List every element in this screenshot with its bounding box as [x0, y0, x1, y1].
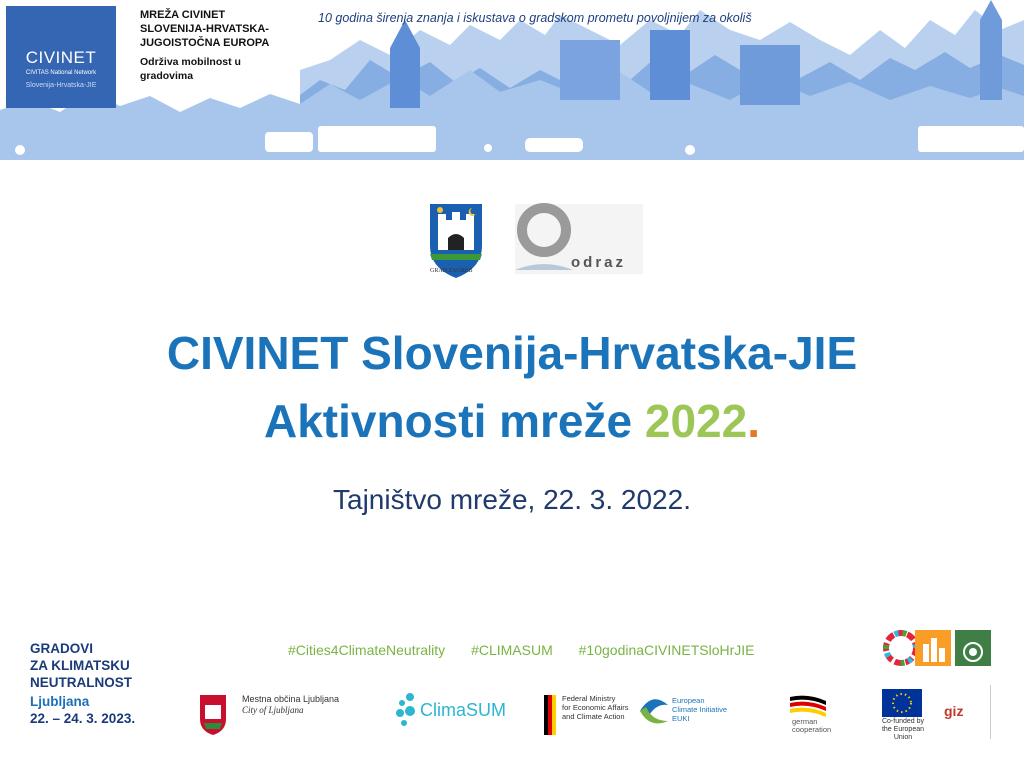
banner-tagline: 10 godina širenja znanja i iskustava o gradskom prometu povoljnijem za okoliš [318, 11, 752, 25]
bmwk-label [562, 694, 629, 721]
eu-funding-label [878, 718, 928, 742]
header-banner [0, 0, 1024, 160]
ljubljana-label [242, 694, 339, 716]
event-title-line1: GRADOVI [30, 641, 94, 656]
german-federal-eagle-icon [544, 695, 556, 735]
euki-label [672, 696, 727, 723]
ljubljana-coat-of-arms-icon [200, 695, 226, 735]
eu-flag-icon [882, 689, 922, 717]
civinet-logo-region: Slovenija-Hrvatska-JIE [25, 82, 97, 89]
eu-funding-line1: Co-funded by [881, 718, 925, 725]
slide-title-line2 [0, 394, 1024, 448]
ljubljana-label-en: City of Ljubljana [242, 705, 304, 715]
civinet-logo-brand: CIVINET [25, 48, 97, 67]
network-name-box [140, 8, 300, 83]
ljubljana-label-si: Mestna občina Ljubljana [242, 694, 340, 704]
euki-logo-icon [640, 699, 668, 723]
hashtag-climasum[interactable]: #CLIMASUM [471, 642, 553, 658]
hashtag-cities4climateneutrality[interactable]: #Cities4ClimateNeutrality [288, 642, 446, 658]
network-sub-line2: gradovima [140, 70, 194, 82]
german-cooperation-line2: cooperation [792, 725, 832, 734]
slide-title-dot: . [747, 395, 761, 447]
hashtags [288, 642, 777, 658]
grad-zagreb-label: GRAD ZAGREB [430, 268, 473, 274]
network-name-line1: MREŽA CIVINET [140, 9, 226, 21]
grad-zagreb-coat-of-arms-icon [430, 204, 482, 278]
footer-logos [0, 683, 1024, 743]
civinet-logo [6, 6, 116, 108]
event-title-line3: NEUTRALNOST [30, 675, 132, 690]
sdg-11-icon [915, 630, 951, 666]
sdg-13-icon [955, 630, 991, 666]
euki-label-line3: EUKI [672, 714, 690, 723]
euki-label-line2: Climate Initiative [672, 705, 728, 714]
hashtag-10godinacivinet[interactable]: #10godinaCIVINETSloHrJIE [578, 642, 755, 658]
sdg-wheel-icon [883, 630, 919, 666]
bmwk-label-line1: Federal Ministry [562, 694, 616, 703]
slide-title-line1: CIVINET Slovenija-Hrvatska-JIE [166, 327, 858, 379]
slide-title-text: Aktivnosti mreže [263, 395, 645, 447]
german-cooperation-flag-icon [790, 696, 826, 717]
euki-label-line1: European [672, 696, 705, 705]
eu-funding-line2: the European Union [881, 726, 925, 741]
climasum-logo-icon [396, 693, 415, 726]
bmwk-label-line2: for Economic Affairs [562, 703, 629, 712]
slide-subtitle: Tajništvo mreže, 22. 3. 2022. [333, 484, 691, 515]
giz-label: giz [944, 703, 964, 719]
event-dates: 22. – 24. 3. 2023. [30, 711, 136, 726]
odraz-label: odraz [571, 254, 627, 271]
slide-title-year: 2022 [644, 395, 748, 447]
network-sub-line1: Održiva mobilnost u [140, 56, 241, 68]
network-name-line2: SLOVENIJA-HRVATSKA- [140, 23, 269, 35]
german-cooperation-line1: german [792, 717, 818, 726]
event-city: Ljubljana [30, 694, 90, 709]
network-name-line3: JUGOISTOČNA EUROPA [140, 37, 270, 49]
civinet-logo-subtitle: CIVITAS National Network [25, 70, 97, 76]
climasum-label: ClimaSUM [420, 700, 507, 720]
event-title-line2: ZA KLIMATSKU [30, 658, 130, 673]
bmwk-label-line3: and Climate Action [562, 712, 625, 721]
german-cooperation-label [792, 718, 831, 734]
